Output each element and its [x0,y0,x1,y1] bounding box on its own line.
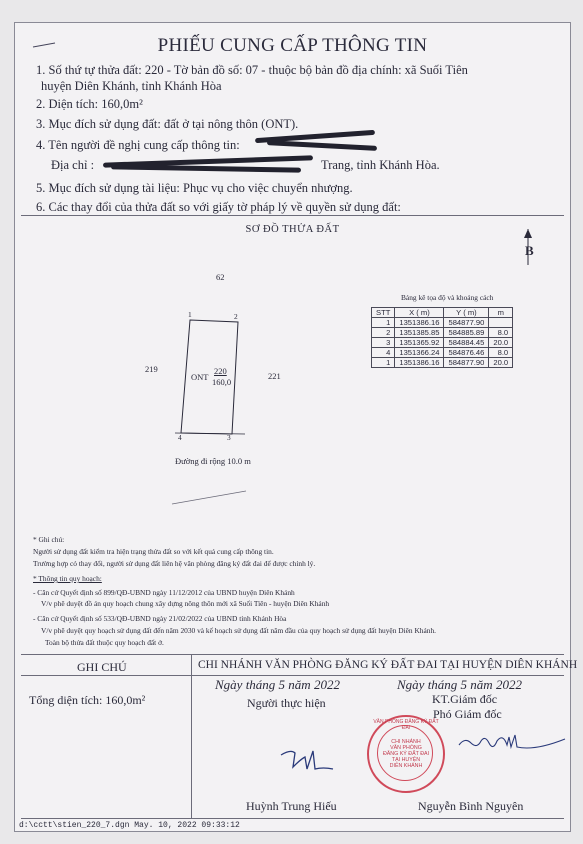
seal-ring-text: VĂN PHÒNG ĐĂNG KÝ ĐẤT ĐAI [373,719,439,731]
cell-y: 584877.90 [444,358,489,368]
redaction-mark [111,164,301,172]
signer-left-name: Huỳnh Trung Hiếu [246,799,337,813]
cell-distance [489,318,513,328]
parcel-land-type: ONT [191,372,209,382]
note-1: Người sử dụng đất kiểm tra hiện trạng thửa đất so với kết quả cung cấp thông tin. [33,547,274,556]
item-5-purpose: 5. Mục đích sử dụng tài liệu: Phục vụ cho việc chuyển nhượng. [36,181,353,195]
performer-title: Người thực hiện [247,696,326,710]
total-area: Tổng diện tích: 160,0m² [29,693,146,707]
notes-heading: * Ghi chú: [33,535,65,544]
item-4-address-label: Địa chỉ : [51,158,95,172]
header-y: Y ( m) [444,308,489,318]
parcel-area-label: 160,0 [212,377,232,387]
cell-x: 1351386.16 [395,358,444,368]
table-header-row [372,308,513,318]
redaction-mark [267,140,377,151]
footer-divider-bottom [21,818,564,819]
item-1-location: huyện Diên Khánh, tỉnh Khánh Hòa [41,79,222,93]
document-title: PHIẾU CUNG CẤP THÔNG TIN [157,35,428,56]
pen-mark [31,41,57,49]
cell-stt: 3 [372,338,395,348]
cell-x: 1351386.16 [395,318,444,328]
neighbor-parcel-221: 221 [268,371,281,381]
cell-distance: 8.0 [489,348,513,358]
cell-y: 584884.45 [444,338,489,348]
date-right: Ngày tháng 5 năm 2022 [397,677,522,692]
branch-heading: CHI NHÁNH VĂN PHÒNG ĐĂNG KÝ ĐẤT ĐAI TẠI HUYỆN DIÊN KHÁNH [198,659,578,671]
table-row [372,338,513,348]
footer-divider-left [21,675,191,676]
signer-right-name: Nguyễn Bình Nguyên [418,799,524,813]
header-x: X ( m) [395,308,444,318]
planning-decision-2-desc: V/v phê duyệt quy hoạch sử dụng đất đến năm 2030 và kế hoạch sử dụng đất năm đầu của quy hoạch sử dụng đất huyện Diên Khánh. [41,626,437,635]
footer-divider-right [191,675,564,676]
item-6-changes: 6. Các thay đổi của thửa đất so với giấy tờ pháp lý về quyền sử dụng đất: [36,200,401,214]
cell-x: 1351366.24 [395,348,444,358]
file-path-footer: d:\cctt\stien_220_7.dgn May. 10, 2022 09:33:12 [19,821,240,830]
footer-divider-top [21,654,564,655]
parcel-number: 220 [214,366,227,376]
cell-stt: 4 [372,348,395,358]
planning-decision-1: - Căn cứ Quyết định số 899/QĐ-UBND ngày 11/12/2012 của UBND huyện Diên Khánh [33,588,295,597]
date-left: Ngày tháng 5 năm 2022 [215,677,340,692]
item-4-address: Trang, tỉnh Khánh Hòa. [321,158,440,172]
cell-stt: 1 [372,358,395,368]
cell-distance: 8.0 [489,328,513,338]
cell-x: 1351365.92 [395,338,444,348]
neighbor-parcel-219: 219 [145,364,158,374]
planning-heading: * Thông tin quy hoạch: [33,574,102,583]
cell-y: 584885.89 [444,328,489,338]
seal-line-1: CHI NHÁNH [391,739,421,745]
header-stt: STT [372,308,395,318]
neighbor-parcel-62: 62 [216,272,225,282]
signature-right [455,729,570,759]
seal-line-5: DIÊN KHÁNH [389,763,423,769]
vertex-2: 2 [234,312,238,321]
cell-distance: 20.0 [489,338,513,348]
footer-column-divider [191,654,192,818]
table-row [372,328,513,338]
table-row [372,358,513,368]
table-row [372,348,513,358]
item-2-area: 2. Diện tích: 160,0m² [36,97,143,111]
cell-y: 584876.46 [444,348,489,358]
vertex-3: 3 [227,433,231,442]
planning-conclusion: Toàn bộ thửa đất thuộc quy hoạch đất ở. [45,638,164,647]
map-section-title: SƠ ĐỒ THỬA ĐẤT [245,224,340,235]
pen-stroke [170,487,250,507]
cell-stt: 2 [372,328,395,338]
cell-stt: 1 [372,318,395,328]
seal-line-2: VĂN PHÒNG [390,745,422,751]
kt-director: KT.Giám đốc [432,692,498,706]
seal-line-4: TẠI HUYỆN [391,757,421,763]
item-4-requester: 4. Tên người đề nghị cung cấp thông tin: [36,138,240,152]
item-3-land-use: 3. Mục đích sử dụng đất: đất ở tại nông thôn (ONT). [36,117,299,131]
coordinate-table-title: Bảng kê tọa độ và khoảng cách [401,293,494,302]
coordinate-table [371,307,513,368]
vertex-4: 4 [178,433,182,442]
road-label: Đường đi rộng 10.0 m [175,456,251,466]
deputy-director: Phó Giám đốc [433,707,502,721]
planning-decision-1-desc: V/v phê duyệt đồ án quy hoạch chung xây dựng nông thôn mới xã Suối Tiên - huyện Diên Khánh [41,599,330,608]
ghi-chu-heading: GHI CHÚ [77,660,127,674]
vertex-1: 1 [188,310,192,319]
note-2: Trường hợp có thay đổi, người sử dụng đất liên hệ văn phòng đăng ký đất đai để được chỉnh lý. [33,559,316,568]
item-1-parcel: 1. Số thứ tự thửa đất: 220 - Tờ bản đồ số: 07 - thuộc bộ bản đồ địa chính: xã Suối Tiên [36,63,468,77]
cell-y: 584877.90 [444,318,489,328]
cell-x: 1351385.85 [395,328,444,338]
planning-decision-2: - Căn cứ Quyết định số 533/QĐ-UBND ngày 21/02/2022 của UBND tỉnh Khánh Hòa [33,614,287,623]
seal-line-3: ĐĂNG KÝ ĐẤT ĐAI [382,751,430,757]
table-row [372,318,513,328]
divider [21,215,564,216]
official-seal [367,715,445,793]
document-page [14,22,578,832]
north-label: B [525,243,534,258]
signature-left [277,745,337,775]
cell-distance: 20.0 [489,358,513,368]
header-distance: m [489,308,513,318]
